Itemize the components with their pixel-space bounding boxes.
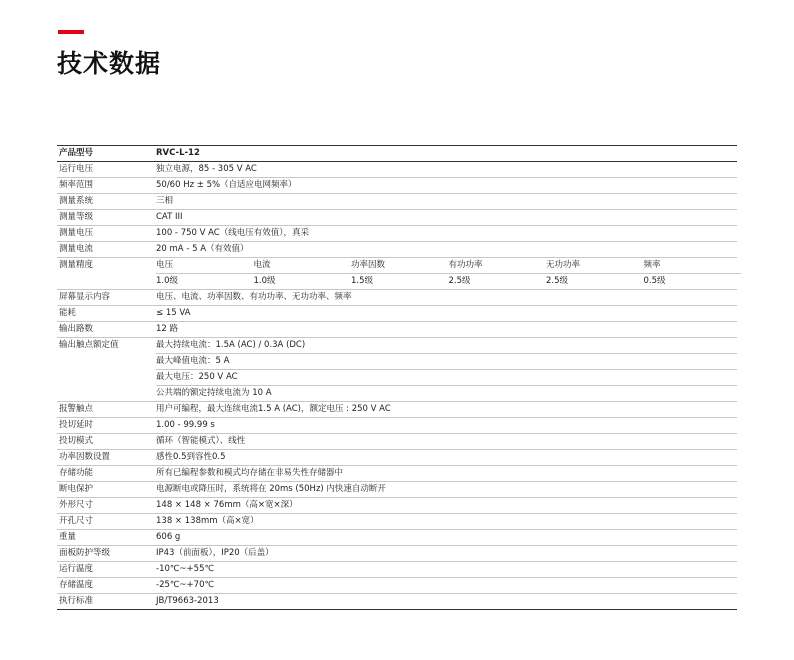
spec-values bbox=[156, 226, 737, 241]
spec-row bbox=[57, 546, 737, 562]
spec-value: IP43（前面板），IP20（后盖） bbox=[156, 548, 274, 558]
spec-value: CAT III bbox=[156, 212, 183, 222]
spec-row bbox=[57, 178, 737, 194]
spec-value: 100 - 750 V AC（线电压有效值），真采 bbox=[156, 228, 309, 238]
spec-label: 重量 bbox=[59, 532, 77, 542]
accuracy-cell: 1.0级 bbox=[253, 276, 276, 286]
spec-value: 独立电源，85 - 305 V AC bbox=[156, 164, 257, 174]
accuracy-cell: 电流 bbox=[253, 260, 271, 270]
spec-label: 存储温度 bbox=[59, 580, 94, 590]
spec-values bbox=[156, 562, 737, 577]
spec-row bbox=[57, 210, 737, 226]
spec-label: 测量等级 bbox=[59, 212, 94, 222]
accuracy-cell: 2.5级 bbox=[448, 276, 471, 286]
spec-label: 面板防护等级 bbox=[59, 548, 111, 558]
spec-label: 报警触点 bbox=[59, 404, 94, 414]
accuracy-cell: 1.5级 bbox=[351, 276, 374, 286]
spec-values bbox=[156, 450, 737, 465]
spec-row bbox=[57, 578, 737, 594]
spec-label: 测量系统 bbox=[59, 196, 94, 206]
spec-value: 606 g bbox=[156, 532, 181, 542]
page-title: 技术数据 bbox=[57, 49, 162, 78]
spec-values bbox=[156, 402, 737, 417]
spec-label: 功率因数设置 bbox=[59, 452, 111, 462]
spec-values bbox=[156, 242, 737, 257]
accuracy-value-line bbox=[156, 273, 741, 289]
spec-values bbox=[156, 546, 737, 561]
spec-label: 断电保护 bbox=[59, 484, 94, 494]
spec-values bbox=[156, 338, 737, 401]
spec-values bbox=[156, 498, 737, 513]
spec-values bbox=[156, 594, 737, 609]
spec-row bbox=[57, 434, 737, 450]
spec-value: 148 × 148 × 76mm（高×宽×深） bbox=[156, 500, 298, 510]
spec-label: 屏幕显示内容 bbox=[59, 292, 111, 302]
spec-values bbox=[156, 530, 737, 545]
spec-label: 投切模式 bbox=[59, 436, 94, 446]
spec-values bbox=[156, 482, 737, 497]
spec-header-row bbox=[57, 146, 737, 162]
spec-value: 公共端的额定持续电流为 10 A bbox=[156, 385, 737, 401]
spec-row bbox=[57, 290, 737, 306]
spec-values bbox=[156, 178, 737, 193]
spec-row bbox=[57, 162, 737, 178]
spec-values bbox=[156, 210, 737, 225]
accuracy-cell: 电压 bbox=[156, 260, 174, 270]
spec-row bbox=[57, 242, 737, 258]
spec-values bbox=[156, 514, 737, 529]
spec-value: 50/60 Hz ± 5%（自适应电网频率） bbox=[156, 180, 297, 190]
spec-label: 执行标准 bbox=[59, 596, 94, 606]
accuracy-cell: 有功功率 bbox=[448, 260, 483, 270]
spec-value: -10℃~+55℃ bbox=[156, 564, 215, 574]
spec-label: 测量电流 bbox=[59, 244, 94, 254]
spec-value: 最大持续电流：1.5A (AC) / 0.3A (DC) bbox=[156, 340, 306, 350]
spec-value: -25℃~+70℃ bbox=[156, 580, 215, 590]
accuracy-cell: 频率 bbox=[643, 260, 661, 270]
spec-header-label: 产品型号 bbox=[59, 148, 94, 158]
spec-label: 输出触点额定值 bbox=[59, 340, 119, 350]
spec-value: 最大峰值电流：5 A bbox=[156, 353, 737, 369]
spec-value: 所有已编程参数和模式均存储在非易失性存储器中 bbox=[156, 468, 344, 478]
spec-value: 用户可编程，最大连续电流1.5 A (AC)，额定电压 : 250 V AC bbox=[156, 404, 391, 414]
spec-label: 能耗 bbox=[59, 308, 77, 318]
title-accent-bar bbox=[58, 30, 84, 34]
spec-values bbox=[156, 322, 737, 337]
spec-label: 投切延时 bbox=[59, 420, 94, 430]
spec-label: 运行电压 bbox=[59, 164, 94, 174]
spec-label: 存储功能 bbox=[59, 468, 94, 478]
spec-value: 循环（智能模式）、线性 bbox=[156, 436, 246, 446]
spec-label: 外形尺寸 bbox=[59, 500, 94, 510]
spec-value: JB/T9663-2013 bbox=[156, 596, 219, 606]
spec-values bbox=[156, 434, 737, 449]
spec-row bbox=[57, 498, 737, 514]
spec-row bbox=[57, 258, 737, 290]
spec-row bbox=[57, 402, 737, 418]
accuracy-cell: 功率因数 bbox=[351, 260, 386, 270]
spec-label: 开孔尺寸 bbox=[59, 516, 94, 526]
spec-row bbox=[57, 482, 737, 498]
spec-header-value: RVC-L-12 bbox=[156, 148, 200, 158]
spec-values bbox=[156, 418, 737, 433]
spec-row bbox=[57, 226, 737, 242]
spec-label: 输出路数 bbox=[59, 324, 94, 334]
accuracy-cell: 无功功率 bbox=[546, 260, 581, 270]
spec-values bbox=[156, 290, 737, 305]
accuracy-cell: 1.0级 bbox=[156, 276, 179, 286]
accuracy-cell: 0.5级 bbox=[643, 276, 666, 286]
spec-row bbox=[57, 306, 737, 322]
spec-row bbox=[57, 514, 737, 530]
spec-values bbox=[156, 306, 737, 321]
spec-value: 感性0.5到容性0.5 bbox=[156, 452, 226, 462]
spec-row bbox=[57, 338, 737, 402]
spec-value: 最大电压：250 V AC bbox=[156, 369, 737, 385]
spec-row bbox=[57, 322, 737, 338]
spec-row bbox=[57, 466, 737, 482]
spec-label: 测量电压 bbox=[59, 228, 94, 238]
spec-value: 电压、电流、功率因数、有功功率、无功功率、频率 bbox=[156, 292, 352, 302]
spec-row bbox=[57, 530, 737, 546]
spec-label: 测量精度 bbox=[59, 260, 94, 270]
spec-value: 12 路 bbox=[156, 324, 179, 334]
spec-value: 电源断电或降压时，系统将在 20ms (50Hz) 内快速自动断开 bbox=[156, 484, 386, 494]
spec-row bbox=[57, 594, 737, 609]
spec-value: 138 × 138mm（高×宽） bbox=[156, 516, 259, 526]
spec-row bbox=[57, 194, 737, 210]
spec-label: 频率范围 bbox=[59, 180, 94, 190]
spec-values bbox=[156, 258, 741, 289]
spec-value: ≤ 15 VA bbox=[156, 308, 191, 318]
spec-values bbox=[156, 466, 737, 481]
spec-values bbox=[156, 162, 737, 177]
spec-value: 三相 bbox=[156, 196, 174, 206]
spec-row bbox=[57, 450, 737, 466]
spec-value: 1.00 - 99.99 s bbox=[156, 420, 215, 430]
spec-value: 20 mA - 5 A（有效值） bbox=[156, 244, 249, 254]
spec-label: 运行温度 bbox=[59, 564, 94, 574]
spec-row bbox=[57, 562, 737, 578]
spec-values bbox=[156, 578, 737, 593]
spec-values bbox=[156, 194, 737, 209]
spec-row bbox=[57, 418, 737, 434]
spec-table bbox=[57, 145, 737, 610]
accuracy-cell: 2.5级 bbox=[546, 276, 569, 286]
accuracy-header-line bbox=[156, 258, 741, 273]
